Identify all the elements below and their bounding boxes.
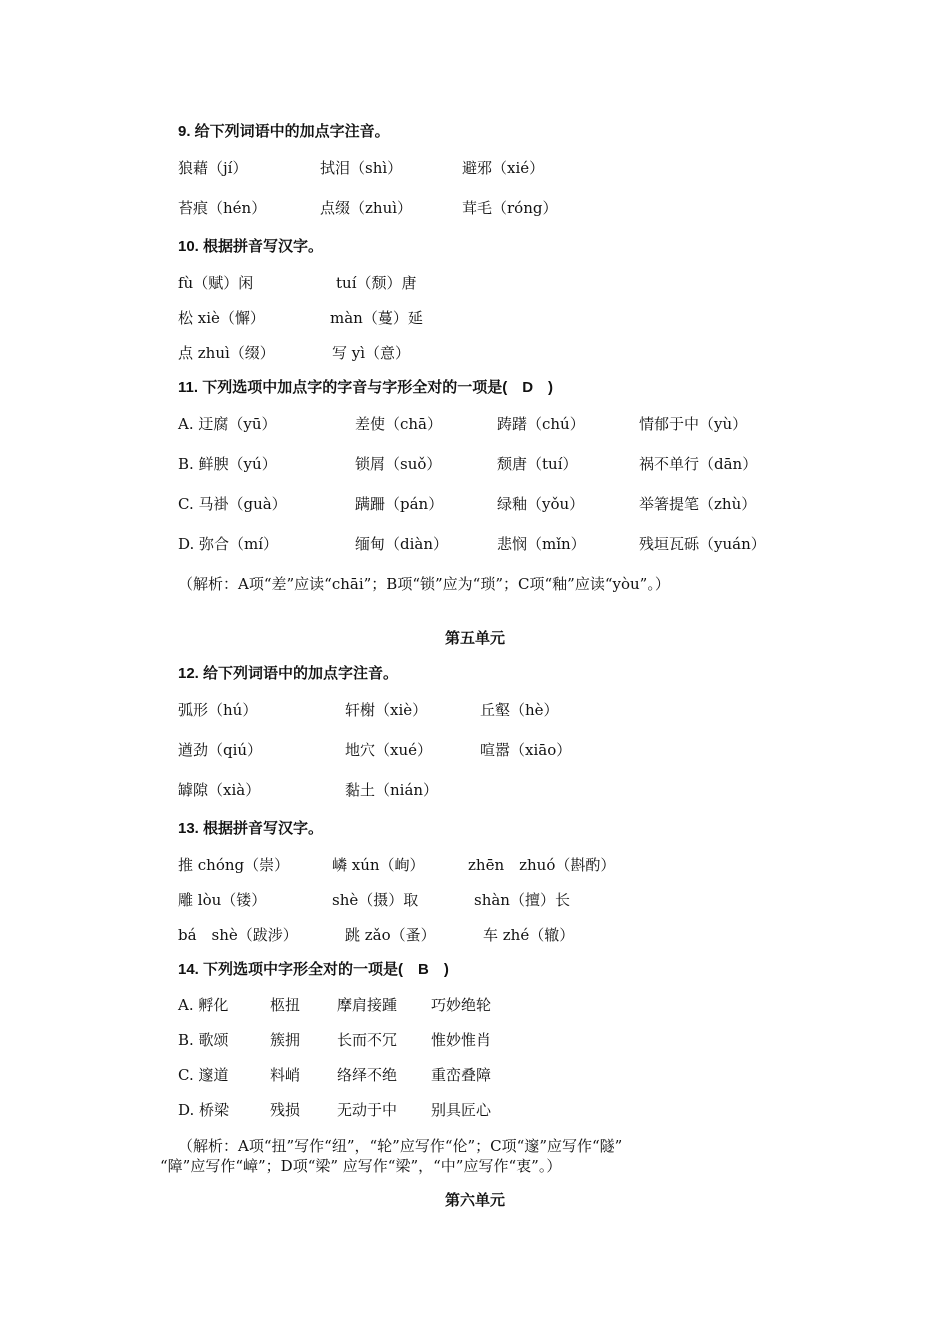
- q13-item: 车 zhé（辙）: [483, 926, 575, 944]
- q14-option-item: 残损: [270, 1101, 301, 1119]
- q11-option-item: 绿釉（yǒu）: [497, 495, 585, 513]
- question-11-title: 11. 下列选项中加点字的字音与字形全对的一项是( D ): [178, 379, 554, 396]
- q13-item: 嶙 xún（峋）: [332, 856, 425, 874]
- q14-option-item: 络绎不绝: [337, 1066, 398, 1084]
- q12-item: 地穴（xué）: [345, 741, 432, 759]
- q13-item: shàn（擅）长: [474, 891, 570, 909]
- q14-analysis-line-1: （解析：A项“扭”写作“纽”，“轮”应写作“伦”；C项“邃”应写作“隧”: [178, 1137, 623, 1155]
- q13-item: shè（摄）取: [332, 891, 419, 909]
- q14-analysis-line-2: “障”应写作“嶂”；D项“梁” 应写作“梁”，“中”应写作“衷”。）: [160, 1157, 562, 1175]
- q14-option-item: 别具匠心: [431, 1101, 492, 1119]
- q14-option-item: 重峦叠障: [431, 1066, 492, 1084]
- q9-item: 狼藉（jí）: [178, 159, 248, 177]
- q11-option-item: 举箸提笔（zhù）: [639, 495, 757, 513]
- q10-item: 写 yì（意）: [332, 344, 411, 362]
- q14-option-a: A. 孵化: [178, 996, 229, 1014]
- q10-item: màn（蔓）延: [330, 309, 423, 327]
- q9-item: 点缀（zhuì）: [320, 199, 413, 217]
- q11-option-a: A. 迂腐（yū）: [178, 415, 277, 433]
- q9-item: 避邪（xié）: [462, 159, 545, 177]
- q11-option-item: 蹒跚（pán）: [355, 495, 444, 513]
- q11-option-c: C. 马褂（guà）: [178, 495, 287, 513]
- q14-option-item: 簇拥: [270, 1031, 301, 1049]
- q10-item: fù（赋）闲: [178, 274, 254, 292]
- unit-6-heading: 第六单元: [444, 1191, 505, 1209]
- q14-option-b: B. 歌颂: [178, 1031, 229, 1049]
- q10-item: 点 zhuì（缀）: [178, 344, 275, 362]
- q14-option-c: C. 邃道: [178, 1066, 229, 1084]
- q14-option-item: 柩扭: [270, 996, 301, 1014]
- q9-item: 茸毛（róng）: [462, 199, 558, 217]
- q14-option-item: 摩肩接踵: [337, 996, 398, 1014]
- q11-option-item: 锁屑（suǒ）: [355, 455, 442, 473]
- q12-item: 遒劲（qiú）: [178, 741, 263, 759]
- q14-option-item: 惟妙惟肖: [431, 1031, 492, 1049]
- q12-item: 弧形（hú）: [178, 701, 258, 719]
- q13-item: 推 chóng（崇）: [178, 856, 290, 874]
- q13-item: 跳 zǎo（蚤）: [345, 926, 436, 944]
- q12-item: 罅隙（xià）: [178, 781, 261, 799]
- q10-item: 松 xiè（懈）: [178, 309, 265, 327]
- q14-option-item: 长而不冗: [337, 1031, 398, 1049]
- q14-option-item: 巧妙绝轮: [431, 996, 492, 1014]
- q11-analysis: （解析：A项“差”应读“chāi”；B项“锁”应为“琐”；C项“釉”应读“yòu”。）: [178, 575, 670, 593]
- question-10-title: 10. 根据拼音写汉字。: [178, 238, 324, 255]
- q11-option-item: 祸不单行（dān）: [639, 455, 758, 473]
- q12-item: 黏土（nián）: [345, 781, 439, 799]
- q11-option-item: 残垣瓦砾（yuán）: [639, 535, 766, 553]
- question-9-title: 9. 给下列词语中的加点字注音。: [178, 123, 390, 140]
- q10-item: tuí（颓）唐: [336, 274, 417, 292]
- q11-option-item: 踌躇（chú）: [497, 415, 585, 433]
- q14-option-item: 料峭: [270, 1066, 301, 1084]
- q12-item: 轩榭（xiè）: [345, 701, 428, 719]
- q9-item: 苔痕（hén）: [178, 199, 267, 217]
- question-12-title: 12. 给下列词语中的加点字注音。: [178, 665, 399, 682]
- q12-item: 丘壑（hè）: [480, 701, 559, 719]
- q11-option-item: 缅甸（diàn）: [355, 535, 449, 553]
- q11-option-d: D. 弥合（mí）: [178, 535, 279, 553]
- q13-item: zhēn zhuó（斟酌）: [468, 856, 616, 874]
- q11-option-item: 颓唐（tuí）: [497, 455, 578, 473]
- q14-option-d: D. 桥梁: [178, 1101, 230, 1119]
- unit-5-heading: 第五单元: [444, 629, 505, 647]
- q11-option-b: B. 鲜腴（yú）: [178, 455, 277, 473]
- q11-option-item: 悲悯（mǐn）: [497, 535, 586, 553]
- q13-item: bá shè（跋涉）: [178, 926, 298, 944]
- q13-item: 雕 lòu（镂）: [178, 891, 267, 909]
- question-14-title: 14. 下列选项中字形全对的一项是( B ): [178, 961, 449, 978]
- q11-option-item: 差使（chā）: [355, 415, 443, 433]
- q14-option-item: 无动于中: [337, 1101, 398, 1119]
- q12-item: 喧嚣（xiāo）: [480, 741, 572, 759]
- q11-option-item: 情郁于中（yù）: [639, 415, 748, 433]
- q9-item: 拭泪（shì）: [320, 159, 403, 177]
- question-13-title: 13. 根据拼音写汉字。: [178, 820, 324, 837]
